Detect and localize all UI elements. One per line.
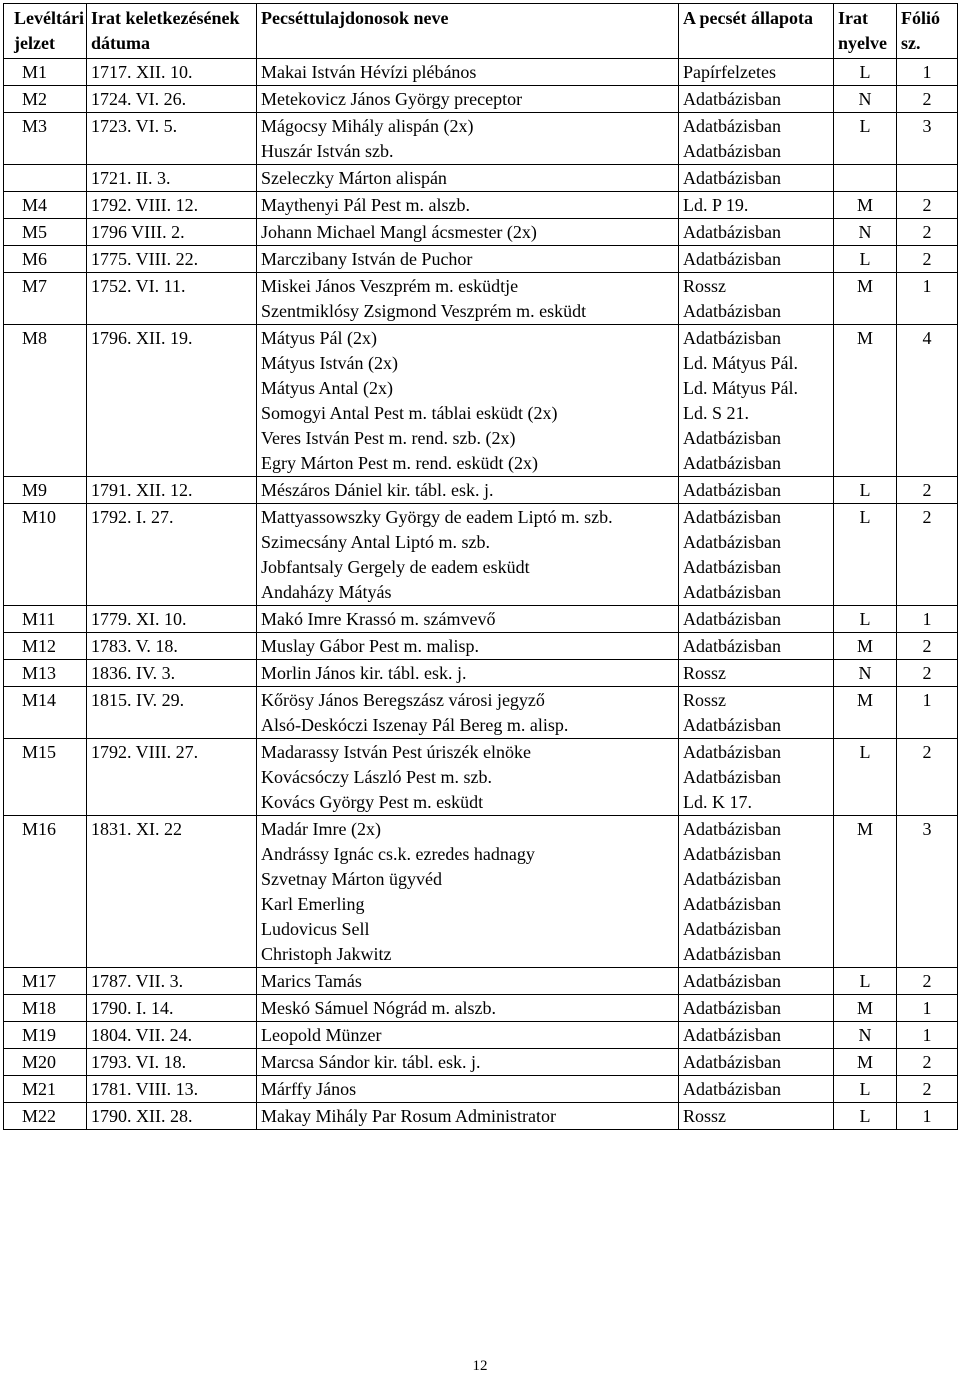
reference-code-cell: M22 bbox=[4, 1103, 87, 1130]
seal-owner-name: Madár Imre (2x) bbox=[261, 819, 381, 839]
seal-condition-cell bbox=[679, 165, 834, 192]
reference-code-cell: M2 bbox=[4, 86, 87, 113]
seal-condition-value: Adatbázisban bbox=[683, 89, 781, 109]
seal-owner-name: Maythenyi Pál Pest m. alszb. bbox=[261, 195, 470, 215]
table-row bbox=[4, 633, 958, 660]
document-language-cell: N bbox=[834, 86, 897, 113]
folio-number-cell: 1 bbox=[897, 59, 958, 86]
seal-condition-value: Ld. P 19. bbox=[683, 195, 749, 215]
document-date-cell: 1791. XII. 12. bbox=[87, 477, 257, 504]
document-date-cell: 1790. XII. 28. bbox=[87, 1103, 257, 1130]
seal-owner-names-cell bbox=[257, 59, 679, 86]
seal-condition-cell bbox=[679, 192, 834, 219]
document-date-cell: 1790. I. 14. bbox=[87, 995, 257, 1022]
folio-number-cell: 2 bbox=[897, 246, 958, 273]
seal-owner-name: Mátyus Antal (2x) bbox=[261, 378, 393, 398]
folio-number-cell: 1 bbox=[897, 1103, 958, 1130]
seal-condition-cell bbox=[679, 660, 834, 687]
seal-condition-value: Adatbázisban bbox=[683, 609, 781, 629]
document-language-cell: L bbox=[834, 968, 897, 995]
seal-condition-value: Adatbázisban bbox=[683, 453, 781, 473]
table-row bbox=[4, 739, 958, 816]
seal-condition-value: Adatbázisban bbox=[683, 819, 781, 839]
document-date-cell: 1796 VIII. 2. bbox=[87, 219, 257, 246]
document-language-cell: L bbox=[834, 504, 897, 606]
seal-owner-name: Szvetnay Márton ügyvéd bbox=[261, 869, 442, 889]
document-date-cell: 1752. VI. 11. bbox=[87, 273, 257, 325]
document-language-cell: M bbox=[834, 192, 897, 219]
table-row bbox=[4, 59, 958, 86]
seal-owner-name: Alsó-Deskóczi Iszenay Pál Bereg m. alisp. bbox=[261, 715, 569, 735]
document-language-cell: M bbox=[834, 273, 897, 325]
seal-owner-name: Metekovicz János György preceptor bbox=[261, 89, 523, 109]
table-row bbox=[4, 113, 958, 165]
seal-owner-names-cell bbox=[257, 86, 679, 113]
document-language-cell: M bbox=[834, 325, 897, 477]
seal-condition-cell bbox=[679, 739, 834, 816]
seal-owner-name: Márffy János bbox=[261, 1079, 357, 1099]
folio-number-cell: 2 bbox=[897, 86, 958, 113]
header-reference-code: Levéltári jelzet bbox=[4, 4, 87, 59]
header-folio-number: Fólió sz. bbox=[897, 4, 958, 59]
seal-owner-names-cell bbox=[257, 687, 679, 739]
seal-owner-name: Szentmiklósy Zsigmond Veszprém m. esküdt bbox=[261, 301, 587, 321]
seal-condition-cell bbox=[679, 633, 834, 660]
seal-owner-names-cell bbox=[257, 273, 679, 325]
seal-owner-names-cell bbox=[257, 995, 679, 1022]
seal-owner-name: Mészáros Dániel kir. tábl. esk. j. bbox=[261, 480, 494, 500]
seal-owner-name: Jobfantsaly Gergely de eadem esküdt bbox=[261, 557, 530, 577]
folio-number-cell: 1 bbox=[897, 606, 958, 633]
seal-condition-value: Adatbázisban bbox=[683, 557, 781, 577]
seal-owner-name: Andrássy Ignác cs.k. ezredes hadnagy bbox=[261, 844, 535, 864]
seal-condition-value: Adatbázisban bbox=[683, 869, 781, 889]
seal-condition-value: Rossz bbox=[683, 663, 727, 683]
seal-owner-name: Marics Tamás bbox=[261, 971, 362, 991]
seal-condition-value: Adatbázisban bbox=[683, 428, 781, 448]
reference-code-cell: M14 bbox=[4, 687, 87, 739]
seal-condition-value: Adatbázisban bbox=[683, 767, 781, 787]
reference-code-cell: M4 bbox=[4, 192, 87, 219]
table-row bbox=[4, 687, 958, 739]
seal-condition-value: Adatbázisban bbox=[683, 116, 781, 136]
document-date-cell: 1721. II. 3. bbox=[87, 165, 257, 192]
seal-owner-name: Somogyi Antal Pest m. táblai esküdt (2x) bbox=[261, 403, 558, 423]
seal-condition-value: Ld. K 17. bbox=[683, 792, 752, 812]
folio-number-cell: 1 bbox=[897, 995, 958, 1022]
header-document-date: Irat keletkezésének dátuma bbox=[87, 4, 257, 59]
seal-owner-names-cell bbox=[257, 246, 679, 273]
seal-condition-value: Adatbázisban bbox=[683, 532, 781, 552]
seal-condition-value: Adatbázisban bbox=[683, 222, 781, 242]
seal-condition-cell bbox=[679, 113, 834, 165]
reference-code-cell: M17 bbox=[4, 968, 87, 995]
folio-number-cell: 2 bbox=[897, 477, 958, 504]
seal-owner-names-cell bbox=[257, 219, 679, 246]
seal-owner-names-cell bbox=[257, 816, 679, 968]
seal-condition-cell bbox=[679, 59, 834, 86]
seal-condition-cell bbox=[679, 246, 834, 273]
seal-owner-names-cell bbox=[257, 968, 679, 995]
reference-code-cell: M16 bbox=[4, 816, 87, 968]
table-row bbox=[4, 219, 958, 246]
seal-condition-value: Adatbázisban bbox=[683, 301, 781, 321]
reference-code-cell bbox=[4, 165, 87, 192]
folio-number-cell: 2 bbox=[897, 192, 958, 219]
seal-condition-value: Adatbázisban bbox=[683, 328, 781, 348]
reference-code-cell: M3 bbox=[4, 113, 87, 165]
seal-owner-names-cell bbox=[257, 1049, 679, 1076]
seal-owner-names-cell bbox=[257, 1103, 679, 1130]
document-language-cell: L bbox=[834, 59, 897, 86]
folio-number-cell: 2 bbox=[897, 968, 958, 995]
seal-owner-name: Mátyus István (2x) bbox=[261, 353, 398, 373]
folio-number-cell: 1 bbox=[897, 687, 958, 739]
table-row bbox=[4, 504, 958, 606]
reference-code-cell: M21 bbox=[4, 1076, 87, 1103]
folio-number-cell: 1 bbox=[897, 273, 958, 325]
document-date-cell: 1717. XII. 10. bbox=[87, 59, 257, 86]
document-language-cell: L bbox=[834, 606, 897, 633]
document-date-cell: 1781. VIII. 13. bbox=[87, 1076, 257, 1103]
reference-code-cell: M12 bbox=[4, 633, 87, 660]
seal-owner-name: Makai István Hévízi plébános bbox=[261, 62, 477, 82]
reference-code-cell: M9 bbox=[4, 477, 87, 504]
seal-owner-name: Andaházy Mátyás bbox=[261, 582, 392, 602]
seal-owner-name: Szeleczky Márton alispán bbox=[261, 168, 447, 188]
seal-condition-value: Adatbázisban bbox=[683, 582, 781, 602]
reference-code-cell: M5 bbox=[4, 219, 87, 246]
seal-condition-cell bbox=[679, 687, 834, 739]
document-date-cell: 1796. XII. 19. bbox=[87, 325, 257, 477]
seal-owner-name: Meskó Sámuel Nógrád m. alszb. bbox=[261, 998, 496, 1018]
seal-condition-value: Papírfelzetes bbox=[683, 62, 776, 82]
seal-condition-cell bbox=[679, 1022, 834, 1049]
seal-owner-name: Makay Mihály Par Rosum Administrator bbox=[261, 1106, 556, 1126]
seal-owner-name: Marcsa Sándor kir. tábl. esk. j. bbox=[261, 1052, 481, 1072]
seal-condition-cell bbox=[679, 606, 834, 633]
seal-owner-names-cell bbox=[257, 192, 679, 219]
seal-owner-name: Christoph Jakwitz bbox=[261, 944, 392, 964]
seal-owner-name: Kovács György Pest m. esküdt bbox=[261, 792, 484, 812]
seal-condition-value: Rossz bbox=[683, 276, 727, 296]
reference-code-cell: M19 bbox=[4, 1022, 87, 1049]
seal-owner-name: Johann Michael Mangl ácsmester (2x) bbox=[261, 222, 537, 242]
reference-code-cell: M20 bbox=[4, 1049, 87, 1076]
seal-condition-value: Adatbázisban bbox=[683, 919, 781, 939]
seal-owner-names-cell bbox=[257, 165, 679, 192]
seal-owner-names-cell bbox=[257, 1076, 679, 1103]
table-row bbox=[4, 660, 958, 687]
seal-condition-value: Adatbázisban bbox=[683, 742, 781, 762]
seal-condition-cell bbox=[679, 273, 834, 325]
seal-owner-name: Marczibany István de Puchor bbox=[261, 249, 473, 269]
reference-code-cell: M10 bbox=[4, 504, 87, 606]
document-date-cell: 1783. V. 18. bbox=[87, 633, 257, 660]
folio-number-cell: 1 bbox=[897, 1022, 958, 1049]
seal-condition-cell bbox=[679, 219, 834, 246]
seal-owner-names-cell bbox=[257, 477, 679, 504]
seal-condition-cell bbox=[679, 86, 834, 113]
seal-condition-cell bbox=[679, 325, 834, 477]
document-language-cell: L bbox=[834, 1103, 897, 1130]
folio-number-cell: 2 bbox=[897, 739, 958, 816]
reference-code-cell: M8 bbox=[4, 325, 87, 477]
seal-owner-name: Muslay Gábor Pest m. malisp. bbox=[261, 636, 479, 656]
seal-condition-value: Adatbázisban bbox=[683, 894, 781, 914]
document-language-cell: N bbox=[834, 219, 897, 246]
document-date-cell: 1793. VI. 18. bbox=[87, 1049, 257, 1076]
document-date-cell: 1831. XI. 22 bbox=[87, 816, 257, 968]
document-date-cell: 1792. VIII. 27. bbox=[87, 739, 257, 816]
seal-condition-cell bbox=[679, 1049, 834, 1076]
seal-owner-names-cell bbox=[257, 1022, 679, 1049]
seal-owner-names-cell bbox=[257, 660, 679, 687]
document-language-cell: L bbox=[834, 1076, 897, 1103]
table-row bbox=[4, 86, 958, 113]
seal-owner-name: Makó Imre Krassó m. számvevő bbox=[261, 609, 496, 629]
reference-code-cell: M7 bbox=[4, 273, 87, 325]
document-date-cell: 1792. VIII. 12. bbox=[87, 192, 257, 219]
seal-condition-value: Adatbázisban bbox=[683, 844, 781, 864]
seal-owner-names-cell bbox=[257, 504, 679, 606]
seal-owner-name: Mágocsy Mihály alispán (2x) bbox=[261, 116, 474, 136]
seal-owner-names-cell bbox=[257, 739, 679, 816]
folio-number-cell: 2 bbox=[897, 219, 958, 246]
seal-owner-name: Egry Márton Pest m. rend. esküdt (2x) bbox=[261, 453, 538, 473]
seal-owner-name: Ludovicus Sell bbox=[261, 919, 370, 939]
seal-condition-cell bbox=[679, 816, 834, 968]
reference-code-cell: M1 bbox=[4, 59, 87, 86]
seal-owner-name: Kőrösy János Beregszász városi jegyző bbox=[261, 690, 545, 710]
seal-owner-names-cell bbox=[257, 633, 679, 660]
document-language-cell: L bbox=[834, 477, 897, 504]
reference-code-cell: M11 bbox=[4, 606, 87, 633]
seal-condition-cell bbox=[679, 504, 834, 606]
document-date-cell: 1775. VIII. 22. bbox=[87, 246, 257, 273]
document-date-cell: 1723. VI. 5. bbox=[87, 113, 257, 165]
seal-owner-names-cell bbox=[257, 606, 679, 633]
table-row bbox=[4, 1076, 958, 1103]
seal-owner-name: Huszár István szb. bbox=[261, 141, 394, 161]
document-language-cell: L bbox=[834, 739, 897, 816]
document-language-cell: N bbox=[834, 1022, 897, 1049]
document-date-cell: 1836. IV. 3. bbox=[87, 660, 257, 687]
seal-owner-name: Kovácsóczy László Pest m. szb. bbox=[261, 767, 492, 787]
table-row bbox=[4, 1022, 958, 1049]
seal-condition-value: Adatbázisban bbox=[683, 944, 781, 964]
reference-code-cell: M18 bbox=[4, 995, 87, 1022]
seal-condition-cell bbox=[679, 1076, 834, 1103]
header-seal-owner-names: Pecséttulajdonosok neve bbox=[257, 4, 679, 59]
document-language-cell: M bbox=[834, 1049, 897, 1076]
seal-owner-name: Karl Emerling bbox=[261, 894, 365, 914]
table-row bbox=[4, 1103, 958, 1130]
folio-number-cell: 3 bbox=[897, 816, 958, 968]
table-row bbox=[4, 192, 958, 219]
table-row bbox=[4, 165, 958, 192]
document-language-cell: M bbox=[834, 633, 897, 660]
seal-condition-value: Rossz bbox=[683, 1106, 727, 1126]
table-body bbox=[4, 59, 958, 1130]
seal-owner-name: Mattyassowszky György de eadem Liptó m. szb. bbox=[261, 507, 613, 527]
folio-number-cell: 4 bbox=[897, 325, 958, 477]
table-row bbox=[4, 606, 958, 633]
seal-condition-cell bbox=[679, 968, 834, 995]
seal-condition-value: Rossz bbox=[683, 690, 727, 710]
folio-number-cell: 3 bbox=[897, 113, 958, 165]
seal-condition-value: Ld. Mátyus Pál. bbox=[683, 378, 798, 398]
table-row bbox=[4, 995, 958, 1022]
seal-condition-cell bbox=[679, 995, 834, 1022]
seal-owner-names-cell bbox=[257, 325, 679, 477]
seal-condition-cell bbox=[679, 477, 834, 504]
seal-condition-value: Adatbázisban bbox=[683, 507, 781, 527]
header-seal-condition: A pecsét állapota bbox=[679, 4, 834, 59]
seal-condition-value: Adatbázisban bbox=[683, 168, 781, 188]
seal-condition-value: Adatbázisban bbox=[683, 141, 781, 161]
reference-code-cell: M13 bbox=[4, 660, 87, 687]
table-row bbox=[4, 246, 958, 273]
seal-owner-name: Veres István Pest m. rend. szb. (2x) bbox=[261, 428, 516, 448]
folio-number-cell: 2 bbox=[897, 660, 958, 687]
seal-condition-cell bbox=[679, 1103, 834, 1130]
seal-condition-value: Ld. S 21. bbox=[683, 403, 750, 423]
seal-condition-value: Adatbázisban bbox=[683, 971, 781, 991]
document-language-cell: M bbox=[834, 816, 897, 968]
document-date-cell: 1804. VII. 24. bbox=[87, 1022, 257, 1049]
folio-number-cell: 2 bbox=[897, 633, 958, 660]
folio-number-cell bbox=[897, 165, 958, 192]
document-language-cell: L bbox=[834, 113, 897, 165]
seal-condition-value: Adatbázisban bbox=[683, 1079, 781, 1099]
seal-condition-value: Ld. Mátyus Pál. bbox=[683, 353, 798, 373]
table-row bbox=[4, 273, 958, 325]
document-language-cell: N bbox=[834, 660, 897, 687]
document-date-cell: 1724. VI. 26. bbox=[87, 86, 257, 113]
table-row bbox=[4, 1049, 958, 1076]
seal-owner-name: Madarassy István Pest úriszék elnöke bbox=[261, 742, 531, 762]
seal-owner-name: Miskei János Veszprém m. esküdtje bbox=[261, 276, 519, 296]
folio-number-cell: 2 bbox=[897, 1049, 958, 1076]
document-date-cell: 1792. I. 27. bbox=[87, 504, 257, 606]
table-row bbox=[4, 325, 958, 477]
seal-owners-table bbox=[3, 3, 958, 1130]
document-language-cell: M bbox=[834, 995, 897, 1022]
seal-owner-name: Leopold Münzer bbox=[261, 1025, 382, 1045]
seal-owner-name: Mátyus Pál (2x) bbox=[261, 328, 377, 348]
seal-owner-name: Szimecsány Antal Liptó m. szb. bbox=[261, 532, 490, 552]
page-number: 12 bbox=[472, 1358, 488, 1374]
folio-number-cell: 2 bbox=[897, 1076, 958, 1103]
reference-code-cell: M15 bbox=[4, 739, 87, 816]
seal-owner-name: Morlin János kir. tábl. esk. j. bbox=[261, 663, 467, 683]
header-document-language: Irat nyelve bbox=[834, 4, 897, 59]
table-header-row bbox=[4, 4, 958, 59]
table-row bbox=[4, 477, 958, 504]
seal-owner-names-cell bbox=[257, 113, 679, 165]
document-language-cell: M bbox=[834, 687, 897, 739]
folio-number-cell: 2 bbox=[897, 504, 958, 606]
document-date-cell: 1787. VII. 3. bbox=[87, 968, 257, 995]
document-date-cell: 1779. XI. 10. bbox=[87, 606, 257, 633]
seal-condition-value: Adatbázisban bbox=[683, 480, 781, 500]
document-date-cell: 1815. IV. 29. bbox=[87, 687, 257, 739]
reference-code-cell: M6 bbox=[4, 246, 87, 273]
seal-condition-value: Adatbázisban bbox=[683, 715, 781, 735]
seal-condition-value: Adatbázisban bbox=[683, 998, 781, 1018]
seal-condition-value: Adatbázisban bbox=[683, 636, 781, 656]
seal-condition-value: Adatbázisban bbox=[683, 249, 781, 269]
seal-condition-value: Adatbázisban bbox=[683, 1025, 781, 1045]
document-language-cell: L bbox=[834, 246, 897, 273]
document-language-cell bbox=[834, 165, 897, 192]
seal-condition-value: Adatbázisban bbox=[683, 1052, 781, 1072]
table-row bbox=[4, 816, 958, 968]
table-row bbox=[4, 968, 958, 995]
